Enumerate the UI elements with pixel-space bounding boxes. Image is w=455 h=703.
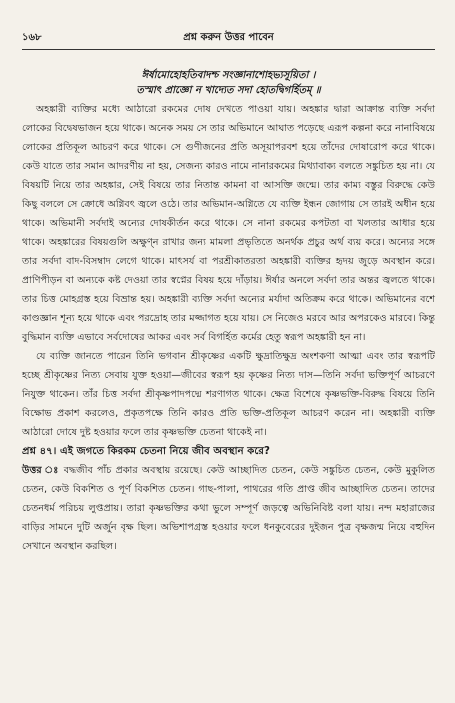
paragraph-2: যে ব্যক্তি জানতে পারেন তিনি ভগবান শ্রীকৃষ্ণের একটি ক্ষুদ্রাতিক্ষুদ্র অংশকণা আত্মা এবং তার স্বরূপটি হচ্ছে শ্রীকৃষ্ণের নিত্য সেবায় যুক্ত হওয়া—জীবের স্বরূপ হয় কৃষ্ণের নিত্য দাস—তিনি সর্বদা ভক্তিপূর্ণ আচরণে নিযুক্ত থাকেন। তাঁর চিত্ত সর্বদা শ্রীকৃষ্ণপাদপদ্মে শরণাগত থাকে। ক্ষেত্র বিশেষে কৃষ্ণভক্তি-বিরুদ্ধ বিষয়ে তিনি বিক্ষোভ প্রকাশ করলেও, প্রকৃতপক্ষে তিনি কারও প্রতি ভক্তি-প্রতিকূল আচরণ করেন না। অহঙ্কারী ব্যক্তি আঠারো দোষে দুষ্ট হওয়ার ফলে তার কৃষ্ণভক্তি চেতনা থাকেই না।	[22, 351, 435, 438]
page-number: ১৬৮	[22, 32, 42, 43]
question-heading: প্রশ্ন ৪৭। এই জগতে কিরকম চেতনা নিয়ে জীব অবস্থান করে?	[22, 446, 270, 457]
page-header	[22, 30, 435, 44]
answer-paragraph	[22, 461, 435, 556]
paragraph-1: অহঙ্কারী ব্যক্তির মধ্যে আঠারো রকমের দোষ দেখতে পাওয়া যায়। অহঙ্কার দ্বারা আক্রান্ত ব্যক্তি সর্বদা লোকের বিদ্বেষভাজন হয়ে থাকে। অনেক সময় সে তার অভিমানে আঘাত পড়েছে এরূপ কল্পনা করে নানাবিষয়ে লোকের প্রতিকূল আচরণ করে থাকে। সে গুণীজনের প্রতি অসূয়াপরবশ হয়ে তাঁদের দোষারোপ করে থাকে। কেউ যাতে তার সমান আদরণীয় না হয়, সেজন্য কারও নামে নানারকমের মিথ্যাবাক্য বলতে সঙ্কুচিত হয় না। যে বিষয়টি নিয়ে তার অহঙ্কার, সেই বিষয়ে তার নিতান্ত কামনা বা আসক্তি জন্মে। তার কাম্য বস্তুর বিরুদ্ধে কেউ কিছু বললে সে ক্রোধে অগ্নিবৎ জ্বলে ওঠে। তার অভিমান-অগ্নিতে যে ব্যক্তি ইন্ধন জোগায় সে তারই অধীন হয়ে থাকে। অভিমানী সর্বদাই অন্যের দোষকীর্তন করে থাকে। সে নানা রকমের কপটতা বা খলতার আধার হয়ে থাকে। অহঙ্কারের বিষয়গুলি অক্ষুণ্ন রাখার জন্য মামলা প্রভৃতিতে অনর্থক প্রচুর অর্থ ব্যয় করে। অন্যের সঙ্গে তার সর্বদা বাদ-বিসম্বাদ লেগে থাকে। মাৎসর্য বা পরশ্রীকাতরতা অহঙ্কারী ব্যক্তির হৃদয় জুড়ে অবস্থান করে। প্রাণিপীড়ন বা অন্যকে কষ্ট দেওয়া তার স্বপ্নের বিষয় হয়ে দাঁড়ায়। ঈর্ষার অনলে সর্বদা তার অন্তর জ্বলতে থাকে। তার চিত্ত মোহগ্রস্ত হয়ে বিভ্রান্ত হয়। অহঙ্কারী ব্যক্তি সর্বদা অন্যের মর্যাদা অতিক্রম করে থাকে। অভিমানের বশে কাণ্ডজ্ঞান শূন্য হয়ে থাকে এবং পরদ্রোহ তার মজ্জাগত হয়ে যায়। সে নিজেও মরবে আর অপরকেও মারবে। কিন্তু বুদ্ধিমান ব্যক্তি এভাবে সর্বদোষের আকর এবং সর্ব বিগর্হিত কর্মের হেতু স্বরূপ অহঙ্কারী হন না।	[22, 104, 435, 343]
answer-label: উত্তর ঃ	[22, 465, 60, 476]
sanskrit-verse	[22, 68, 435, 98]
verse-line-1: ঈর্ষামোহোহতিবাদশ্চ সংজ্ঞানাশোহভ্যসূয়িতা ।	[141, 70, 316, 81]
verse-line-2: তস্মাৎ প্রাজ্ঞো ন খাদ্যেত সদা হোতদ্বিগর্হিতম্ ॥	[136, 85, 321, 96]
body-text	[22, 100, 435, 556]
running-title: প্রশ্ন করুন উত্তর পাবেন	[183, 32, 274, 43]
header-rule	[22, 49, 435, 50]
answer-text: বদ্ধজীব পাঁচ প্রকার অবস্থায় রয়েছে। কেউ আচ্ছাদিত চেতন, কেউ সঙ্কুচিত চেতন, কেউ মুকুলিত চেতন, কেউ বিকশিত ও পূর্ণ বিকশিত চেতন। গাছ-পালা, পাথরের গতি প্রাপ্ত জীব আচ্ছাদিত চেতন। তাদের চেতনধর্ম পরিচয় লুপ্তপ্রায়। তারা কৃষ্ণভক্তির কথা ভুলে সম্পূর্ণ জড়ত্বে অভিনিবিষ্ট বলা যায়। নন্দ মহারাজের বাড়ির সামনে দুটি অর্জুন বৃক্ষ ছিল। অভিশাপগ্রস্ত হওয়ার ফলে ধনকুবেরের দুইজন পুত্র বৃক্ষজন্ম নিয়ে বহুদিন সেখানে অবস্থান করছিল।	[22, 465, 435, 552]
